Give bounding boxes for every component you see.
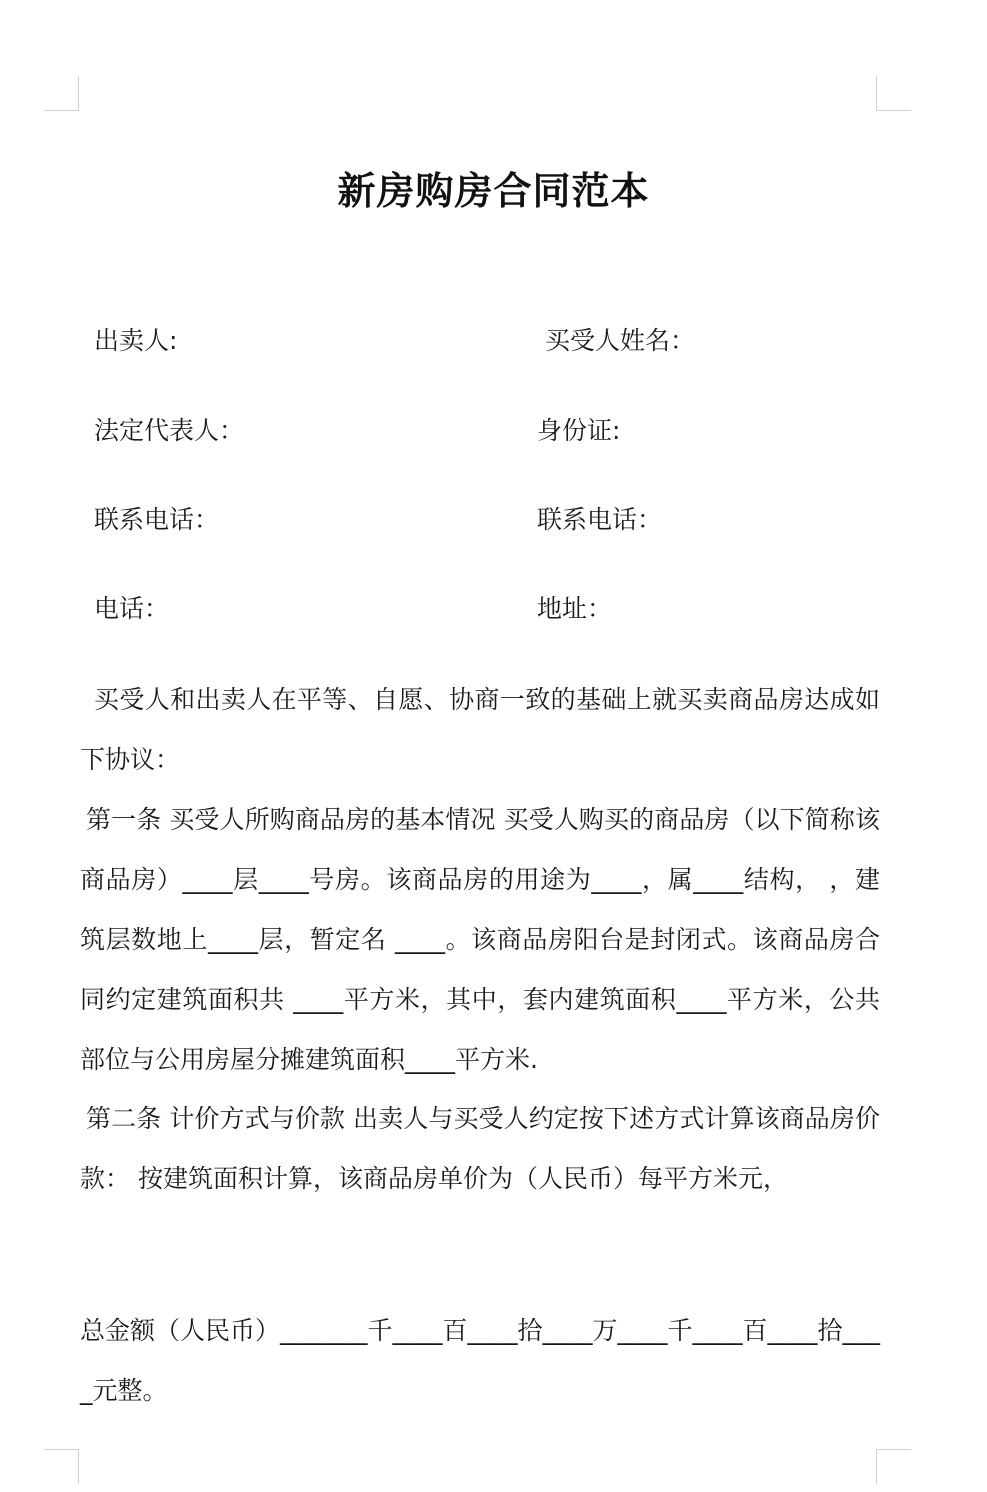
seller-label: 出卖人:: [94, 326, 178, 355]
seller-phone-label: 联系电话：: [94, 505, 220, 534]
crop-mark-top-right: [876, 76, 911, 111]
article-two-paragraph: 第二条 计价方式与价款 出卖人与买受人约定按下述方式计算该商品房价款： 按建筑面积计算，该商品房单价为（人民币）每平方米元，: [80, 1104, 880, 1193]
buyer-name-label: 买受人姓名：: [545, 326, 696, 355]
crop-mark-bottom-right: [876, 1449, 911, 1484]
crop-mark-top-left: [44, 76, 79, 111]
total-amount-paragraph: 总金额（人民币）_______千____百____拾____万____千____百____拾____元整。: [80, 1316, 881, 1405]
legal-representative-label: 法定代表人：: [94, 416, 245, 445]
article-one-paragraph: 第一条 买受人所购商品房的基本情况 买受人购买的商品房（以下简称该商品房）____层____号房。该商品房的用途为____，属____结构， ，建筑层数地上____层，暂定名 ____。该商品房阳台是封闭式。该商品房合同约定建筑面积共 ____平方米，其中，套内建筑面积____平方米，公共部位与公用房屋分摊建筑面积____平方米.: [80, 805, 880, 1074]
buyer-phone-label: 联系电话：: [537, 505, 663, 534]
id-card-label: 身份证:: [537, 416, 621, 445]
crop-mark-bottom-left: [44, 1449, 79, 1484]
phone-label: 电话：: [94, 594, 170, 623]
agreement-intro-paragraph: 买受人和出卖人在平等、自愿、协商一致的基础上就买卖商品房达成如下协议：: [80, 685, 880, 774]
document-title: 新房购房合同范本: [337, 169, 650, 213]
address-label: 地址：: [537, 594, 613, 623]
